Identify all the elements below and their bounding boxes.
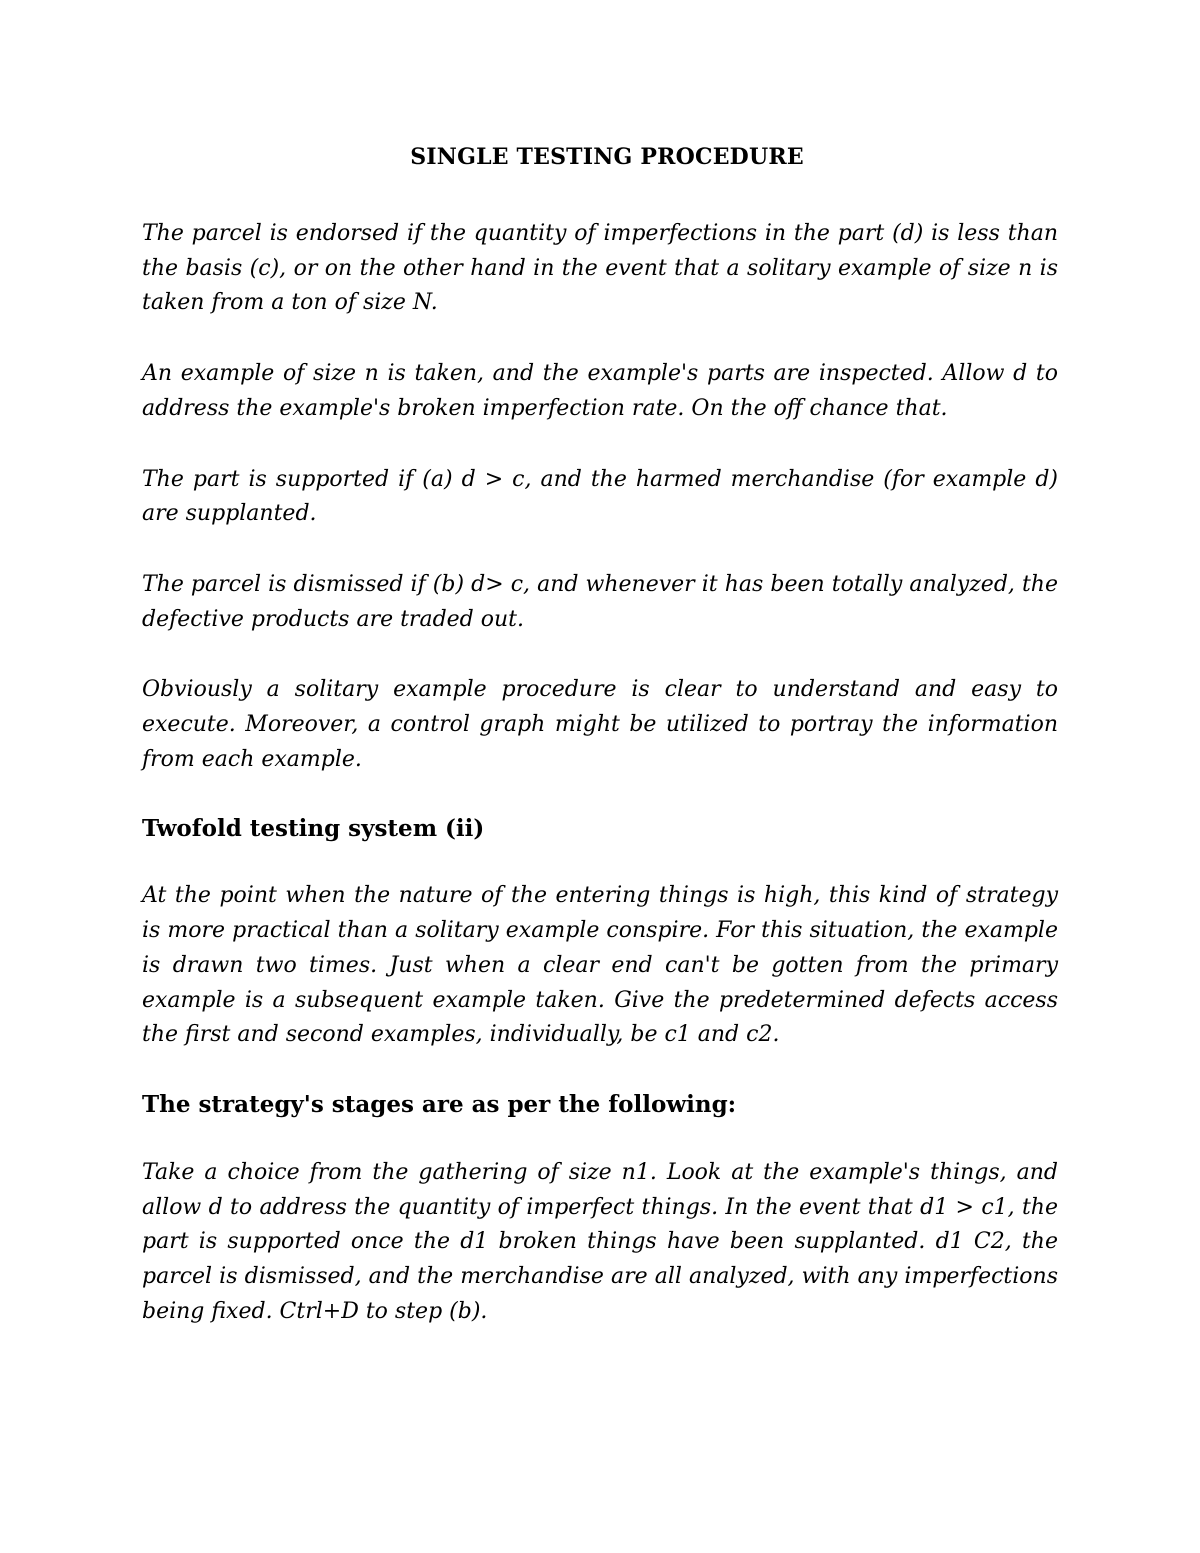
paragraph-twofold-testing: At the point when the nature of the entering things is high, this kind of strategy is more practical than a solitary example conspire. For this situation, the example is drawn two times. Just when a clear end can't be gotten from the primary example is a subsequent example taken. Give the predetermined defects access the first and second examples, individually, be c1 and c2. — [142, 883, 1058, 1048]
paragraph-single-sample-summary: Obviously a solitary example procedure is clear to understand and easy to execute. Moreover, a control graph might be utilized to portray the information from each example. — [142, 677, 1058, 772]
section-heading-twofold-testing: Twofold testing system (ii) — [142, 815, 485, 843]
paragraph-parcel-dismissed: The parcel is dismissed if (b) d> c, and whenever it has been totally analyzed, the defective products are traded out. — [142, 571, 1058, 632]
document-page — [142, 140, 1058, 1329]
section-heading-strategy-stages: The strategy's stages are as per the following: — [142, 1090, 737, 1118]
paragraph-sample-inspection: An example of size n is taken, and the example's parts are inspected. Allow d to address the example's broken imperfection rate. On the off chance that. — [142, 361, 1058, 421]
document-title: SINGLE TESTING PROCEDURE — [410, 144, 804, 170]
paragraph-part-supported: The part is supported if (a) d > c, and the harmed merchandise (for example d) are supplanted. — [142, 466, 1058, 527]
paragraph-parcel-endorsed: The parcel is endorsed if the quantity of imperfections in the part (d) is less than the basis (c), or on the other hand in the event that a solitary example of size n is taken from a ton of size N. — [142, 221, 1058, 316]
paragraph-strategy-stages: Take a choice from the gathering of size n1. Look at the example's things, and allow d to address the quantity of imperfect things. In the event that d1 > c1, the part is supported once the d1 broken things have been supplanted. d1 C2, the parcel is dismissed, and the merchandise are all analyzed, with any imperfections being fixed. Ctrl+D to step (b). — [142, 1159, 1058, 1324]
